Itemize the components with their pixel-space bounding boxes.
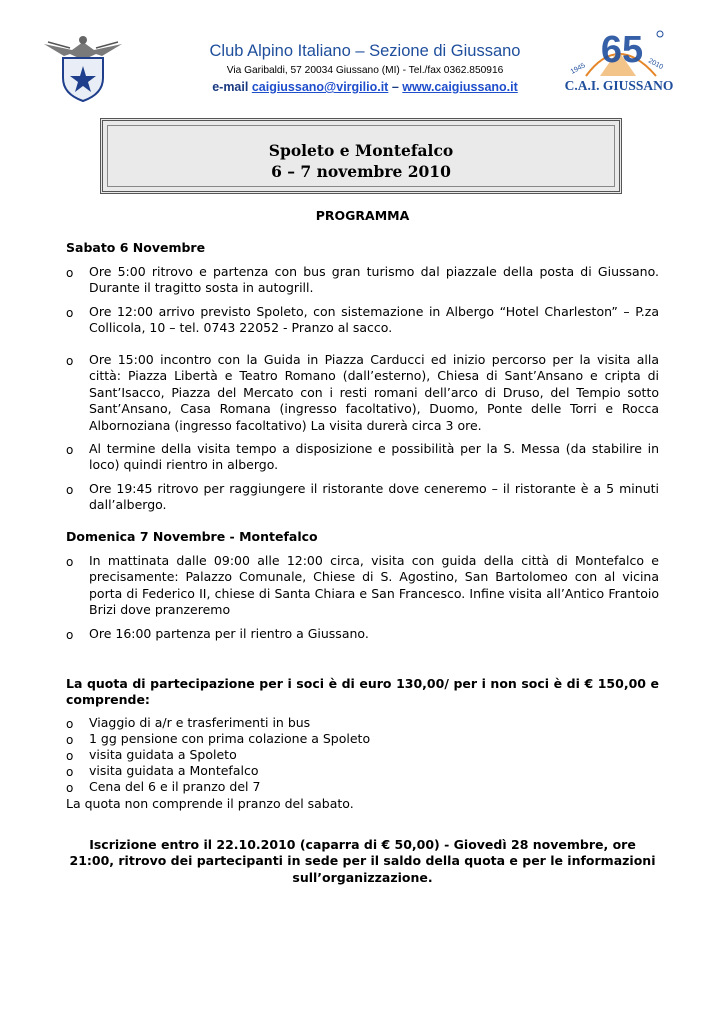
included-item: visita guidata a Montefalco (89, 763, 259, 778)
day1-item: Ore 15:00 incontro con la Guida in Piazza Carducci ed inizio percorso per la visita alla città: Piazza Libertà e Teatro Romano (dall’esterno), Chiesa di Sant’Ansano e cripta di Sant’Isacco, Piazza del Mercato con i resti romani dell’arco di Druso, del Tempio sotto Sant’Ansano, Casa Romana (ingresso facoltativo), Duomo, Ponte delle Torri e Rocca Albornoziana (ingresso facoltativo) La visita durerà circa 3 ore. (89, 352, 659, 433)
bullet-icon: o (66, 354, 74, 368)
included-item: 1 gg pensione con prima colazione a Spoleto (89, 731, 371, 746)
included-item: Cena del 6 e il pranzo del 7 (89, 779, 261, 794)
cai-emblem-logo (42, 30, 124, 102)
bullet-icon: o (66, 765, 74, 779)
bullet-icon: o (66, 555, 74, 569)
trip-title: Spoleto e Montefalco (268, 141, 454, 160)
bullet-icon: o (66, 443, 74, 457)
bullet-icon: o (66, 781, 74, 795)
bullet-icon: o (66, 266, 74, 280)
section-heading: PROGRAMMA (315, 208, 410, 223)
letterhead (130, 40, 600, 95)
day1-item: Ore 19:45 ritrovo per raggiungere il ristorante dove ceneremo – il ristorante è a 5 minuti dall’albergo. (89, 481, 659, 513)
day1-heading: Sabato 6 Novembre (66, 240, 206, 255)
day1-item: Ore 5:00 ritrovo e partenza con bus gran turismo dal piazzale della posta di Giussano. Durante il tragitto sosta in autogrill. (89, 264, 659, 296)
title-box-inner (107, 125, 615, 187)
eagle-emblem-icon (42, 30, 124, 102)
year-end: 2010 (647, 57, 665, 72)
year-start: 1945 (569, 62, 587, 76)
anniversary-number: 65 (600, 29, 644, 71)
included-item: visita guidata a Spoleto (89, 747, 237, 762)
club-name: Club Alpino Italiano – Sezione di Giussano (209, 42, 521, 60)
logo-caption: C.A.I. GIUSSANO (564, 78, 674, 93)
day2-item: Ore 16:00 partenza per il rientro a Giussano. (89, 626, 369, 641)
day2-heading: Domenica 7 Novembre - Montefalco (66, 529, 318, 544)
title-box (100, 118, 622, 194)
day2-item: In mattinata dalle 09:00 alle 12:00 circa, visita con guida della città di Montefalco e precisamente: Palazzo Comunale, Chiese di S. Agostino, San Bartolomeo con al vicina porta di Federico II, chiese di Santa Chiara e San Francesco. Infine visita all’Antico Frantoio Brizi dove pranzeremo (89, 553, 659, 618)
exclusion-note: La quota non comprende il pranzo del sabato. (66, 796, 354, 811)
bullet-icon: o (66, 483, 74, 497)
website-link[interactable]: www.caigiussano.it (402, 80, 518, 94)
registration-info: Iscrizione entro il 22.10.2010 (caparra di € 50,00) - Giovedì 28 novembre, ore 21:00, ritrovo dei partecipanti in sede per il saldo della quota e per le informazioni sull’organizzazione. (69, 837, 656, 885)
price-statement: La quota di partecipazione per i soci è di euro 130,00/ per i non soci è di € 150,00 e comprende: (66, 676, 659, 708)
day1-item: Al termine della visita tempo a disposizione e possibilità per la S. Messa (da stabilire in loco) quindi rientro in albergo. (89, 441, 659, 473)
day1-item: Ore 12:00 arrivo previsto Spoleto, con sistemazione in Albergo “Hotel Charleston” – P.za Collicola, 10 – tel. 0743 22052 - Pranzo al sacco. (89, 304, 659, 336)
email-link[interactable]: caigiussano@virgilio.it (251, 80, 389, 94)
trip-dates: 6 – 7 novembre 2010 (271, 162, 451, 181)
contact-line (130, 79, 600, 95)
bullet-icon: o (66, 749, 74, 763)
bullet-icon: o (66, 306, 74, 320)
bullet-icon: o (66, 628, 74, 642)
bullet-icon: o (66, 733, 74, 747)
club-address: Via Garibaldi, 57 20034 Giussano (MI) - Tel./fax 0362.850916 (226, 65, 504, 76)
included-item: Viaggio di a/r e trasferimenti in bus (89, 715, 311, 730)
contact-separator: – (388, 80, 403, 94)
bullet-icon: o (66, 717, 74, 731)
email-label: e-mail (212, 80, 252, 94)
